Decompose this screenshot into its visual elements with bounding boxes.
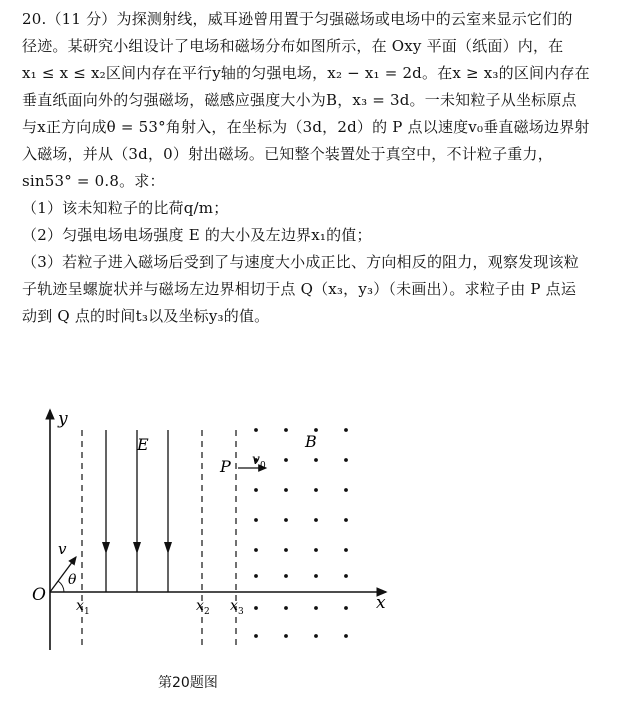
- angle-arc: [58, 581, 64, 592]
- b-dot: [284, 458, 288, 462]
- b-dot: [284, 488, 288, 492]
- x-axis-label: x: [376, 593, 386, 613]
- problem-line: 径迹。某研究小组设计了电场和磁场分布如图所示，在 Oxy 平面（纸面）内，在: [22, 37, 564, 55]
- velocity-p-sub: 0: [260, 461, 266, 471]
- question-3: （3）若粒子进入磁场后受到了与速度大小成正比、方向相反的阻力，观察发现该粒: [22, 253, 579, 271]
- b-dot: [314, 574, 318, 578]
- b-dot: [284, 428, 288, 432]
- b-dot: [314, 488, 318, 492]
- problem-line: sin53° = 0.8。求：: [22, 172, 165, 190]
- question-1: （1）该未知粒子的比荷q/m；: [22, 199, 229, 217]
- b-dot: [254, 574, 258, 578]
- b-dot: [254, 488, 258, 492]
- x3-sub: 3: [238, 607, 244, 617]
- b-dot: [344, 518, 348, 522]
- e-field-arrow: [164, 542, 172, 554]
- b-dot: [254, 518, 258, 522]
- problem-line: 垂直纸面向外的匀强磁场，磁感应强度大小为B，x₃ = 3d。一未知粒子从坐标原点: [22, 91, 577, 109]
- field-diagram-svg: [30, 404, 400, 660]
- velocity-p-label: v: [252, 452, 260, 468]
- b-dot: [254, 634, 258, 638]
- b-dot: [314, 634, 318, 638]
- x2-label: x: [196, 598, 204, 614]
- problem-line: x₁ ≤ x ≤ x₂区间内存在平行y轴的匀强电场，x₂ − x₁ = 2d。在x ≥ x₃的区间内存在: [22, 64, 590, 82]
- b-dot: [284, 518, 288, 522]
- b-dot: [254, 606, 258, 610]
- figure-caption: 第20题图: [158, 675, 218, 691]
- b-dot: [254, 548, 258, 552]
- angle-label: θ: [68, 572, 77, 588]
- problem-line: 入磁场，并从（3d，0）射出磁场。已知整个装置处于真空中，不计粒子重力，: [22, 145, 553, 163]
- b-dot: [314, 518, 318, 522]
- question-3-cont: 子轨迹呈螺旋状并与磁场左边界相切于点 Q（x₃，y₃）（未画出）。求粒子由 P 点运: [22, 280, 577, 298]
- question-2: （2）匀强电场电场强度 E 的大小及左边界x₁的值；: [22, 226, 372, 244]
- problem-text: [22, 6, 610, 330]
- problem-line: 与x正方向成θ = 53°角射入，在坐标为（3d，2d）的 P 点以速度v₀垂直磁场边界射: [22, 118, 590, 136]
- x1-label: x: [76, 598, 84, 614]
- x3-label: x: [230, 598, 238, 614]
- b-dot: [344, 548, 348, 552]
- e-field-arrow: [102, 542, 110, 554]
- velocity-o-label: v: [58, 540, 67, 558]
- point-p-label: P: [220, 457, 231, 476]
- b-dot: [284, 574, 288, 578]
- b-dot: [344, 428, 348, 432]
- b-dot: [344, 574, 348, 578]
- b-dot: [284, 548, 288, 552]
- b-dot: [314, 458, 318, 462]
- x2-sub: 2: [204, 607, 210, 617]
- b-dot: [314, 606, 318, 610]
- b-dot: [284, 634, 288, 638]
- question-3-cont: 动到 Q 点的时间t₃以及坐标y₃的值。: [22, 307, 270, 325]
- b-dot: [314, 548, 318, 552]
- b-dot: [344, 606, 348, 610]
- b-field-label: B: [305, 432, 317, 451]
- b-dot: [344, 634, 348, 638]
- y-axis-label: y: [58, 409, 68, 429]
- b-field-dots: [254, 428, 348, 638]
- e-field-arrow: [133, 542, 141, 554]
- field-diagram: [30, 404, 400, 660]
- e-field-label: E: [137, 435, 149, 454]
- x1-sub: 1: [84, 607, 90, 617]
- b-dot: [344, 488, 348, 492]
- origin-label: O: [32, 585, 46, 605]
- b-dot: [284, 606, 288, 610]
- problem-line: 20.（11 分）为探测射线，威耳逊曾用置于匀强磁场或电场中的云室来显示它们的: [22, 10, 573, 28]
- b-dot: [344, 458, 348, 462]
- b-dot: [254, 428, 258, 432]
